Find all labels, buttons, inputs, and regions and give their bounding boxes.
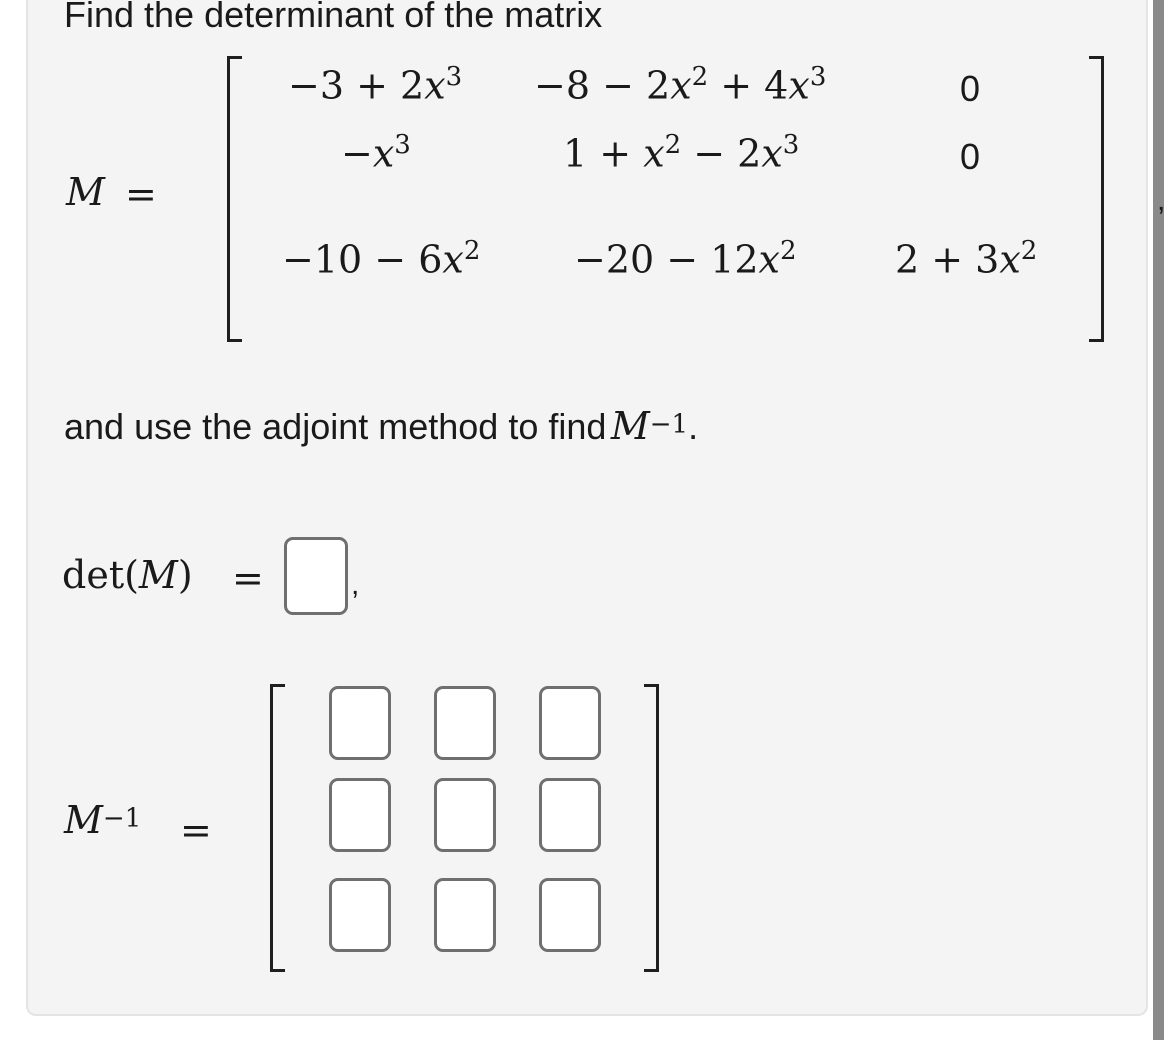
matrix-cell-r3c2: $-20 - 12x^2$: [574, 236, 797, 282]
question-intro-text: Find the determinant of the matrix: [64, 0, 603, 35]
det-label: det(M): [62, 553, 193, 597]
inverse-cell-r2c3-input[interactable]: [539, 778, 601, 852]
inverse-equals: =: [180, 808, 212, 852]
matrix-cell-r2c3: 0: [960, 136, 981, 177]
matrix-trailing-comma: ,: [1157, 184, 1166, 217]
inverse-right-bracket: [644, 684, 659, 972]
matrix-right-bracket: [1089, 56, 1104, 342]
matrix-cell-r3c3: $2 + 3x^2$: [895, 236, 1038, 282]
matrix-cell-r3c1: $-10 - 6x^2$: [282, 236, 481, 282]
matrix-cell-r2c2: $1 + x^2 - 2x^3$: [563, 130, 800, 176]
det-arg: M: [138, 553, 178, 597]
inverse-cell-r1c2-input[interactable]: [434, 686, 496, 760]
inverse-cell-r3c1-input[interactable]: [329, 878, 391, 952]
inverse-cell-r2c1-input[interactable]: [329, 778, 391, 852]
matrix-cell-r1c3: 0: [960, 68, 981, 109]
matrix-cell-r1c2: $-8 - 2x^2 + 4x^3$: [534, 62, 827, 108]
matrix-cell-r2c1: $-x^3$: [341, 130, 411, 176]
inverse-symbol: M: [610, 404, 650, 448]
inverse-cell-r3c2-input[interactable]: [434, 878, 496, 952]
inverse-label-symbol: M: [64, 798, 103, 842]
det-func: det: [62, 553, 125, 597]
matrix-equals: =: [125, 172, 157, 216]
matrix-cell-r1c1: $-3 + 2x^3$: [288, 62, 463, 108]
inverse-cell-r1c3-input[interactable]: [539, 686, 601, 760]
instruction-text: and use the adjoint method to find: [64, 406, 607, 447]
det-equals: =: [232, 556, 264, 600]
inverse-cell-r3c3-input[interactable]: [539, 878, 601, 952]
inverse-label-exponent: −1: [102, 803, 142, 834]
det-answer-input[interactable]: [284, 537, 348, 615]
matrix-label: M: [66, 170, 105, 214]
instruction-line: [64, 404, 698, 448]
det-trailing-comma: ,: [351, 568, 360, 601]
inverse-left-bracket: [270, 684, 285, 972]
inverse-label: [64, 798, 141, 842]
matrix-left-bracket: [227, 56, 242, 342]
inverse-exponent: −1: [649, 409, 689, 440]
inverse-cell-r1c1-input[interactable]: [329, 686, 391, 760]
scrollbar[interactable]: [1153, 0, 1164, 1040]
instruction-period: .: [688, 406, 699, 447]
inverse-cell-r2c2-input[interactable]: [434, 778, 496, 852]
